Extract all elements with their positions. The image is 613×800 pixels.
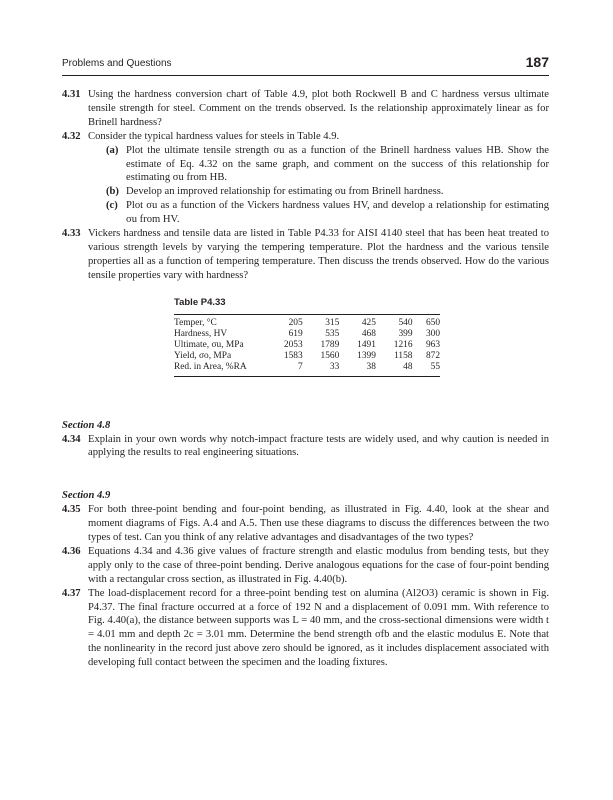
table-cell: 540 <box>398 317 413 328</box>
subpart-label: (b) <box>106 186 119 198</box>
table-row <box>174 362 440 373</box>
subpart-text: Plot σu as a function of the Vickers hardness values HV, and develop a relationship for estimating σu from HV. <box>126 200 549 226</box>
subpart-text: Plot the ultimate tensile strength σu as a function of the Brinell hardness values HB. Show the estimate of Eq. 4.32 on the same graph, and comment on the success of this relationship for estimating σu from HB. <box>126 144 549 184</box>
problem-text: Consider the typical hardness values for steels in Table 4.9. <box>88 130 340 142</box>
problem-text: Equations 4.34 and 4.36 give values of fracture strength and elastic modulus from bending tests, but they apply only to the case of three-point bending. Derive analogous equations for the case of four-point bending with a rectangular cross section, as illustrated in Fig. 4.40(b). <box>88 545 549 585</box>
table-cell: 205 <box>288 317 303 328</box>
table-cell: 1491 <box>357 340 376 350</box>
subpart-label: (c) <box>106 200 118 212</box>
table-cell: 1560 <box>320 351 340 362</box>
problem-number: 4.31 <box>62 89 81 100</box>
table-cell: 33 <box>329 362 340 373</box>
problem-number: 4.36 <box>62 545 81 557</box>
table-cell: 872 <box>425 351 440 362</box>
problem-text: The load-displacement record for a three-point bending test on alumina (Al2O3) ceramic is shown in Fig. P4.37. The final fracture occurred at a force of 192 N and a displacement of 0.091 mm. With reference to Fig. 4.40(a), the distance between supports was L = 40 mm, and the cross-sectional dimensions were width t = 4.01 mm and depth 2c = 3.01 mm. Determine the bend strength σfb and the elastic modulus E. Note that the nonlinearity in the record just above zero should be ignored, as it includes displacement associated with developing full contact between the specimen and the loading fixtures. <box>88 587 549 669</box>
table-title: Table P4.33 <box>174 296 226 308</box>
problem-number: 4.35 <box>62 504 81 516</box>
table-row <box>174 351 440 362</box>
table-cell: 1789 <box>320 340 340 350</box>
table-cell: 7 <box>297 362 303 373</box>
table-row <box>174 329 440 340</box>
table-cell: 55 <box>430 362 440 373</box>
problem-number: 4.33 <box>62 228 81 240</box>
table-cell: 48 <box>403 362 413 373</box>
table-p4-33 <box>174 296 440 377</box>
table-cell: 2053 <box>283 340 303 350</box>
row-label: Hardness, HV <box>174 328 228 339</box>
problem-text: Explain in your own words why notch-impact fracture tests are widely used, and why caution is needed in applying the results to real engineering situations. <box>88 433 549 459</box>
table-cell: 399 <box>398 328 413 339</box>
page-number: 187 <box>525 54 549 70</box>
subpart-a <box>106 144 549 186</box>
subpart-text: Develop an improved relationship for estimating σu from Brinell hardness. <box>126 186 444 198</box>
subpart-label: (a) <box>106 144 119 156</box>
problem-4-37 <box>62 587 549 670</box>
subpart-b <box>106 185 549 199</box>
section-heading-4-8: Section 4.8 <box>62 419 111 431</box>
table-row <box>174 315 440 329</box>
problem-4-31 <box>62 88 549 130</box>
table-cell: 38 <box>366 362 376 373</box>
header-rule <box>62 75 549 76</box>
problem-number: 4.37 <box>62 587 81 599</box>
problem-4-35 <box>62 503 549 545</box>
problem-text: For both three-point bending and four-point bending, as illustrated in Fig. 4.40, look at the shear and moment diagrams of Figs. A.4 and A.5. Then use these diagrams to discuss the differences between the two types of test. Can you think of any relative advantages and disadvantages of the two types? <box>88 504 549 544</box>
problem-number: 4.34 <box>62 433 81 445</box>
section-heading-4-9: Section 4.9 <box>62 490 111 502</box>
running-head: Problems and Questions <box>62 58 172 69</box>
row-label: Temper, °C <box>174 317 217 328</box>
table-cell: 619 <box>288 328 303 339</box>
table-bottom-rule <box>174 376 440 377</box>
row-label: Red. in Area, %RA <box>174 362 247 373</box>
table-cell: 650 <box>425 317 440 328</box>
problem-4-33 <box>62 227 549 283</box>
row-label: Ultimate, σu, MPa <box>174 340 244 350</box>
table-cell: 963 <box>425 340 440 350</box>
problem-number: 4.32 <box>62 130 81 142</box>
table-cell: 1216 <box>393 340 413 350</box>
table-cell: 468 <box>361 328 376 339</box>
table-cell: 1399 <box>357 351 376 362</box>
row-label: Yield, σo, MPa <box>174 351 232 362</box>
problem-text: Vickers hardness and tensile data are listed in Table P4.33 for AISI 4140 steel that has been heat treated to various strength levels by varying the tempering temperature. Plot the hardness and the various tensile properties all as a function of tempering temperature. Then discuss the trends observed. How do the various tensile properties vary with hardness? <box>88 228 549 281</box>
problem-4-32 <box>62 130 549 227</box>
subpart-c <box>106 199 549 227</box>
problem-4-34 <box>62 433 549 461</box>
table-cell: 315 <box>325 317 340 328</box>
table-row <box>174 340 440 351</box>
table-cell: 1583 <box>283 351 303 362</box>
problem-4-36 <box>62 545 549 587</box>
page-body <box>62 88 549 670</box>
table-cell: 1158 <box>394 351 413 362</box>
problem-text: Using the hardness conversion chart of Table 4.9, plot both Rockwell B and C hardness versus ultimate tensile strength for steel. Comment on the trends observed. Is the relationship approximately linear as for Brinell hardness? <box>88 89 549 128</box>
data-table <box>174 315 440 374</box>
table-cell: 425 <box>361 317 376 328</box>
table-cell: 300 <box>425 328 440 339</box>
table-cell: 535 <box>325 328 340 339</box>
